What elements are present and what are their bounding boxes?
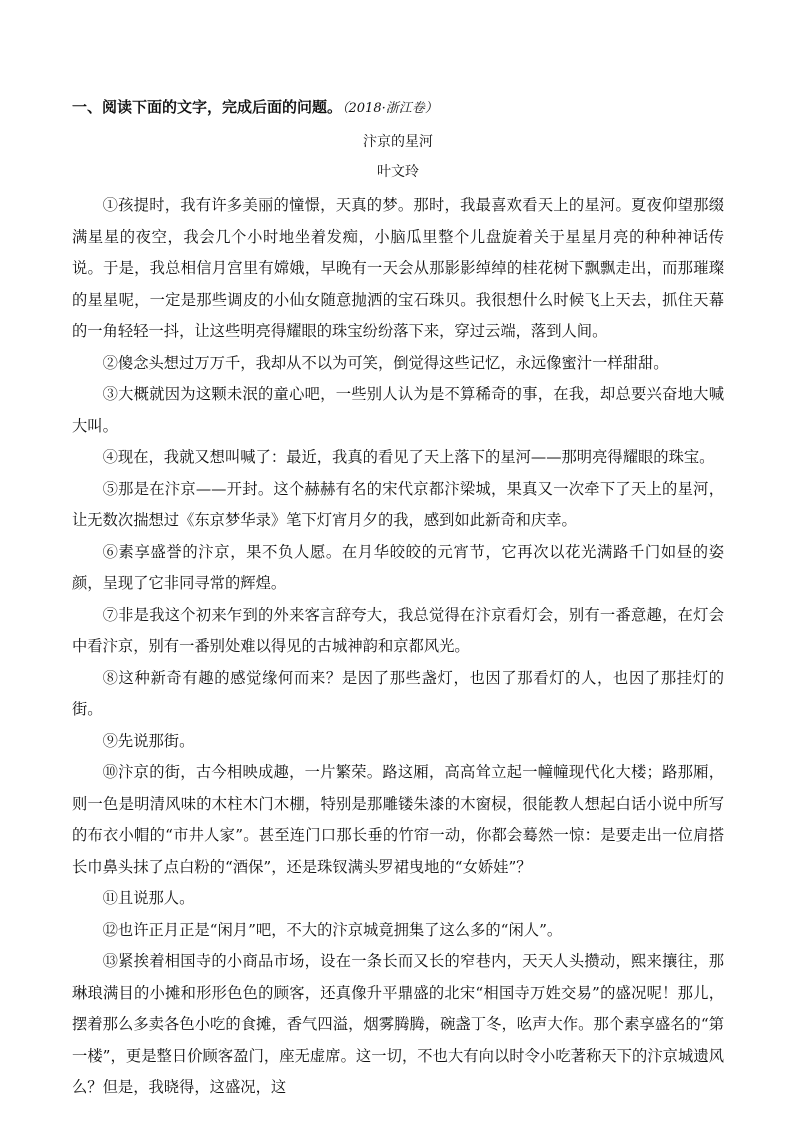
paragraph-8: ⑧这种新奇有趣的感觉缘何而来？是因了那些盏灯，也因了那看灯的人，也因了那挂灯的街。 bbox=[72, 668, 724, 718]
question-heading bbox=[72, 96, 724, 120]
paragraph-3: ③大概就因为这颗未泯的童心吧，一些别人认为是不算稀奇的事，在我，却总要兴奋地大喊大叫。 bbox=[72, 385, 724, 435]
article-title: 汴京的星河 bbox=[363, 134, 433, 150]
paragraph-7: ⑦非是我这个初来乍到的外来客言辞夸大，我总觉得在汴京看灯会，别有一番意趣，在灯会中看汴京，别有一番别处难以得见的古城神韵和京都风光。 bbox=[72, 605, 724, 655]
paragraph-6: ⑥素享盛誉的汴京，果不负人愿。在月华皎皎的元宵节，它再次以花光满路千门如昼的姿颜，呈现了它非同寻常的辉煌。 bbox=[72, 542, 724, 592]
paragraph-5: ⑤那是在汴京——开封。这个赫赫有名的宋代京都汴梁城，果真又一次牵下了天上的星河，让无数次揣想过《东京梦华录》笔下灯宵月夕的我，感到如此新奇和庆幸。 bbox=[72, 479, 724, 529]
article-body bbox=[72, 190, 724, 1104]
paragraph-12: ⑫也许正月正是“闲月”吧，不大的汴京城竟拥集了这么多的“闲人”。 bbox=[102, 920, 563, 939]
paragraph-9: ⑨先说那街。 bbox=[102, 731, 195, 750]
article-author: 叶文玲 bbox=[377, 164, 419, 180]
paragraph-13: ⑬紧挨着相国寺的小商品市场，设在一条长而又长的窄巷内，天天人头攒动，熙来攘往，那琳琅满目的小摊和形形色色的顾客，还真像升平鼎盛的北宋“相国寺万姓交易”的盛况呢！那儿，摆着那么多卖各色小吃的食摊，香气四溢，烟雾腾腾，碗盏丁冬，吆声大作。那个素享盛名的“第一楼”，更是整日价顾客盈门，座无虚席。这一切，不也大有向以时令小吃著称天下的汴京城遗风么？但是，我晓得，这盛况，这 bbox=[72, 952, 724, 1096]
document-page bbox=[72, 96, 724, 1104]
question-source: （2018·浙江卷） bbox=[342, 101, 438, 116]
paragraph-1: ①孩提时，我有许多美丽的憧憬，天真的梦。那时，我最喜欢看天上的星河。夏夜仰望那缀满星星的夜空，我会几个小时地坐着发痴，小脑瓜里整个儿盘旋着关于星星月亮的种种神话传说。于是，我总相信月宫里有嫦娥，早晚有一天会从那影影绰绰的桂花树下飘飘走出，而那璀璨的星星呢，一定是那些调皮的小仙女随意抛洒的宝石珠贝。我很想什么时候飞上天去，抓住天幕的一角轻轻一抖，让这些明亮得耀眼的珠宝纷纷落下来，穿过云端，落到人间。 bbox=[72, 196, 724, 340]
paragraph-10: ⑩汴京的街，古今相映成趣，一片繁荣。路这厢，高高耸立起一幢幢现代化大楼；路那厢，则一色是明清风味的木柱木门木棚，特别是那雕镂朱漆的木窗棂，很能教人想起白话小说中所写的布衣小帽的“市井人家”。甚至连门口那长垂的竹帘一动，你都会蓦然一惊：是要走出一位肩搭长巾鼻头抹了点白粉的“酒保”，还是珠钗满头罗裙曳地的“女娇娃”？ bbox=[72, 763, 724, 876]
paragraph-2: ②傻念头想过万万千，我却从不以为可笑，倒觉得这些记忆，永远像蜜汁一样甜甜。 bbox=[102, 353, 669, 372]
question-text: 一、阅读下面的文字，完成后面的问题。 bbox=[72, 98, 343, 116]
paragraph-11: ⑪且说那人。 bbox=[102, 889, 195, 907]
paragraph-4: ④现在，我就又想叫喊了：最近，我真的看见了天上落下的星河——那明亮得耀眼的珠宝。 bbox=[102, 448, 715, 466]
